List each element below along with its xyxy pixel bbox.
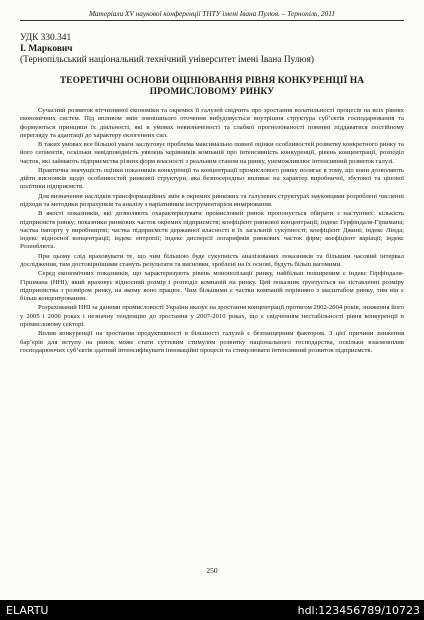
author-affiliation: (Тернопільський національний технічний університет імені Івана Пулюя) <box>20 55 314 65</box>
paragraph: Серед економічних показників, що характеризують рівень монополізації ринку, найбільш поширеним є індекс Герфіндаля-Гіршмана (ННІ), який враховує відносний розмір і розподіл компаній на ринку. Цей показник ґрунтується на зіставленні розміру підприємства з розміром ринку, на якому воно працює. Чим більшими є частки компаній порівняно з масштабом ринку, тим він є більш концентрованим. <box>20 270 404 303</box>
article-body <box>20 107 404 355</box>
paragraph: Для визначення наслідків трансформаційних змін в окремих ринкових та галузевих структурах науковцями розроблені численні підходи та методики розрахунків та аналізу з варіативним інструментарієм вимірювання. <box>20 192 404 209</box>
paragraph: Сучасний розвиток вітчизняної економіки та окремих її галузей свідчить про зростання волатильності процесів на всіх рівнях економічних систем. Під впливом змін зовнішнього оточення вибудовується внутрішня структура суб’єктів господарювання та формуються принципи їх діяльності, які в умовах невизначеності та слабкої прогнозованості повинні піддаватися постійному перегляду та адаптації до характеру екзогенних сил. <box>20 107 404 139</box>
page-number: 250 <box>206 566 218 575</box>
author-name: І. Маркович <box>20 44 73 54</box>
footer-bar <box>0 600 424 620</box>
paragraph: При цьому слід враховувати те, що чим більшою буде сукупність аналізованих показників та більшим часовий інтервал дослідження, тим достовірнішими стануть результати та висновки, зроблені на їх основі, будуть більш вагомими. <box>20 252 404 268</box>
article-title: ТЕОРЕТИЧНІ ОСНОВИ ОЦІНЮВАННЯ РІВНЯ КОНКУРЕНЦІЇ НА ПРОМИСЛОВОМУ РИНКУ <box>59 76 365 97</box>
paragraph: В таких умовах все більшої уваги заслуговує проблема максимально повної оцінки особливостей розвитку конкретного ринку та його сегментів, оскільки невідповідність уявлень керівників компаній про інтенсивність конкуренції, рівень концентрації, розподіл часток, які займають підприємства різних форм власності з реальним станом на ринку, унеможливлює інтенсивний розвиток галузі. <box>20 141 404 165</box>
udc-code: УДК 330.341 <box>20 33 72 43</box>
paragraph: В якості показників, які дозволяють охарактеризувати промисловий ринок пропонується обирати з наступних: кількість підприємств ринку; показники ринкових часток окремих підприємств; коефіцієнт ринкової концентрації; індекс Герфіндаля-Гіршмана; частка імпорту у виробництві; частка підприємств державної власності в їх загальній сукупності; коефіцієнт Джині; індекс Лінда; індекс відносної концентрації; індекс ентропії; індекс дисперсії логарифмів ринкових часток фірм; коефіцієнт варіації; індекс Розенблюта. <box>20 210 404 251</box>
paragraph: Практична значущість оцінки показників конкуренції та концентрації промислового ринку полягає в тому, що вони дозволяють дійти висновків щодо особливостей ринкової структури, яка безпосередньо впливає на характер виробничої, збутової та цінової політики підприємств. <box>20 166 404 191</box>
handle-identifier: hdl:123456789/10723 <box>297 604 420 617</box>
paragraph: Вплив конкуренції на зростання продуктивності в більшості галузей є безпанцерним фактором. З цієї причини зниження бар’єрів для вступу на ринок може стати суттєвим стимулом розвитку національного господарства, оскільки взаємовплив господарюючих суб’єктів здатний інтенсифікувати інноваційні процеси та стимулювати інтенсивний розвиток підприємств. <box>20 330 404 354</box>
repository-label: ELARTU <box>6 604 49 617</box>
paragraph: Розрахований ННІ за даними промисловості України вказує на зростання концентрації протягом 2002-2004 років, зниження його у 2005 і 2006 роках і незначну тенденцію до зростання у 2007-2010 роках, що є свідченням нестабільності рівня конкуренції в промисловому секторі. <box>20 304 404 328</box>
running-head: Матеріали XV наукової конференції ТНТУ імені Івана Пулюя. – Тернопіль, 2011 <box>20 9 404 21</box>
